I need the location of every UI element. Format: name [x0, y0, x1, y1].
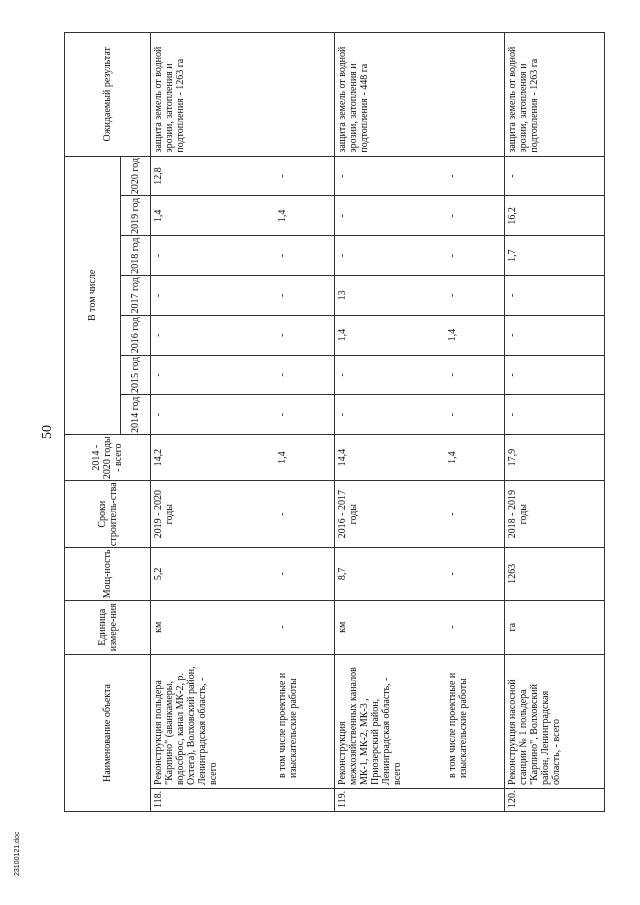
row-number: 118. — [151, 788, 269, 811]
header-including: В том числе — [65, 156, 121, 435]
capacity-cell: 5,2 — [151, 548, 269, 600]
header-year: 2017 год — [121, 276, 151, 316]
result-cell: защита земель от водной эрозии, затопления и подтопления - 448 га — [335, 33, 439, 157]
year-cell: - — [439, 355, 505, 395]
header-result: Ожидаемый результат — [65, 33, 151, 157]
row-number: 119. — [335, 788, 439, 811]
terms-cell: - — [269, 481, 335, 548]
unit-cell: - — [439, 600, 505, 654]
capacity-cell: - — [439, 548, 505, 600]
year-cell: - — [439, 236, 505, 276]
year-cell: - — [151, 236, 269, 276]
unit-cell: км — [335, 600, 439, 654]
year-cell: 1,4 — [269, 196, 335, 236]
year-cell: - — [439, 395, 505, 435]
header-unit: Единица измере-ния — [65, 600, 151, 654]
result-cell — [439, 33, 505, 157]
header-year: 2015 год — [121, 355, 151, 395]
year-cell: - — [269, 156, 335, 196]
object-name: Реконструкция насосной станции № 1 польдера "Карпино", Волховский район, Ленинградская область, - всего — [505, 654, 605, 788]
object-name: Реконструкция межхозяйственных каналов МК-1, МК-2, МК-3 , Приозерский район, Ленинградская область, - всего — [335, 654, 439, 788]
header-total: 2014 - 2020 годы - всего — [65, 435, 151, 481]
table-row — [439, 33, 505, 812]
year-cell: - — [335, 196, 439, 236]
year-cell: - — [505, 156, 605, 196]
total-cell: 1,4 — [269, 435, 335, 481]
table-row — [335, 33, 439, 812]
table-row — [505, 33, 605, 812]
year-cell: - — [505, 395, 605, 435]
total-cell: 1,4 — [439, 435, 505, 481]
result-cell — [269, 33, 335, 157]
year-cell: - — [505, 355, 605, 395]
year-cell: - — [269, 395, 335, 435]
header-capacity: Мощ-ность — [65, 548, 151, 600]
year-cell: 16,2 — [505, 196, 605, 236]
year-cell: - — [439, 196, 505, 236]
header-terms: Сроки строитель-ства — [65, 481, 151, 548]
unit-cell: - — [269, 600, 335, 654]
capacity-cell: 1263 — [505, 548, 605, 600]
header-year: 2014 год — [121, 395, 151, 435]
table-row — [269, 33, 335, 812]
footer-filename: 23100121.doc — [14, 831, 21, 876]
header-year: 2016 год — [121, 315, 151, 355]
year-cell: 1,4 — [439, 315, 505, 355]
page-number: 50 — [40, 425, 55, 439]
object-name: в том числе проектные и изыскательские работы — [439, 654, 505, 788]
result-cell: защита земель от водной эрозии, затопления и подтопления - 1263 га — [505, 33, 605, 157]
year-cell: 13 — [335, 276, 439, 316]
investment-table — [64, 32, 605, 812]
year-cell: - — [269, 315, 335, 355]
year-cell: - — [269, 276, 335, 316]
unit-cell: км — [151, 600, 269, 654]
row-number: 120. — [505, 788, 605, 811]
capacity-cell: 8,7 — [335, 548, 439, 600]
terms-cell: 2018 - 2019 годы — [505, 481, 605, 548]
year-cell: - — [335, 395, 439, 435]
table-body — [151, 33, 605, 812]
year-cell: 1,7 — [505, 236, 605, 276]
year-cell: - — [335, 156, 439, 196]
total-cell: 17,9 — [505, 435, 605, 481]
year-cell: - — [151, 395, 269, 435]
year-cell: - — [151, 276, 269, 316]
year-cell: - — [439, 156, 505, 196]
year-cell: 1,4 — [335, 315, 439, 355]
unit-cell: га — [505, 600, 605, 654]
total-cell: 14,2 — [151, 435, 269, 481]
year-cell: - — [505, 315, 605, 355]
header-year: 2018 год — [121, 236, 151, 276]
terms-cell: 2016 - 2017 годы — [335, 481, 439, 548]
terms-cell: - — [439, 481, 505, 548]
year-cell: - — [335, 236, 439, 276]
year-cell: - — [335, 355, 439, 395]
row-number — [269, 788, 335, 811]
year-cell: - — [439, 276, 505, 316]
year-cell: - — [151, 315, 269, 355]
year-cell: - — [505, 276, 605, 316]
total-cell: 14,4 — [335, 435, 439, 481]
header-year: 2019 год — [121, 196, 151, 236]
header-name: Наименование объекта — [65, 654, 151, 811]
year-cell: 12,8 — [151, 156, 269, 196]
header-year: 2020 год — [121, 156, 151, 196]
object-name: Реконструкция польдера "Карпино" (аванкамеры, водосброс, канал МК-2, р. Охтега), Волховский район, Ленинградская область, - всего — [151, 654, 269, 788]
result-cell: защита земель от водной эрозии, затопления и подтопления - 1263 га — [151, 33, 269, 157]
year-cell: 1,4 — [151, 196, 269, 236]
year-cell: - — [269, 355, 335, 395]
row-number — [439, 788, 505, 811]
object-name: в том числе проектные и изыскательские работы — [269, 654, 335, 788]
table-header — [65, 33, 151, 812]
table-row — [151, 33, 269, 812]
document-sheet — [64, 32, 592, 812]
year-cell: - — [269, 236, 335, 276]
capacity-cell: - — [269, 548, 335, 600]
year-cell: - — [151, 355, 269, 395]
terms-cell: 2019 - 2020 годы — [151, 481, 269, 548]
